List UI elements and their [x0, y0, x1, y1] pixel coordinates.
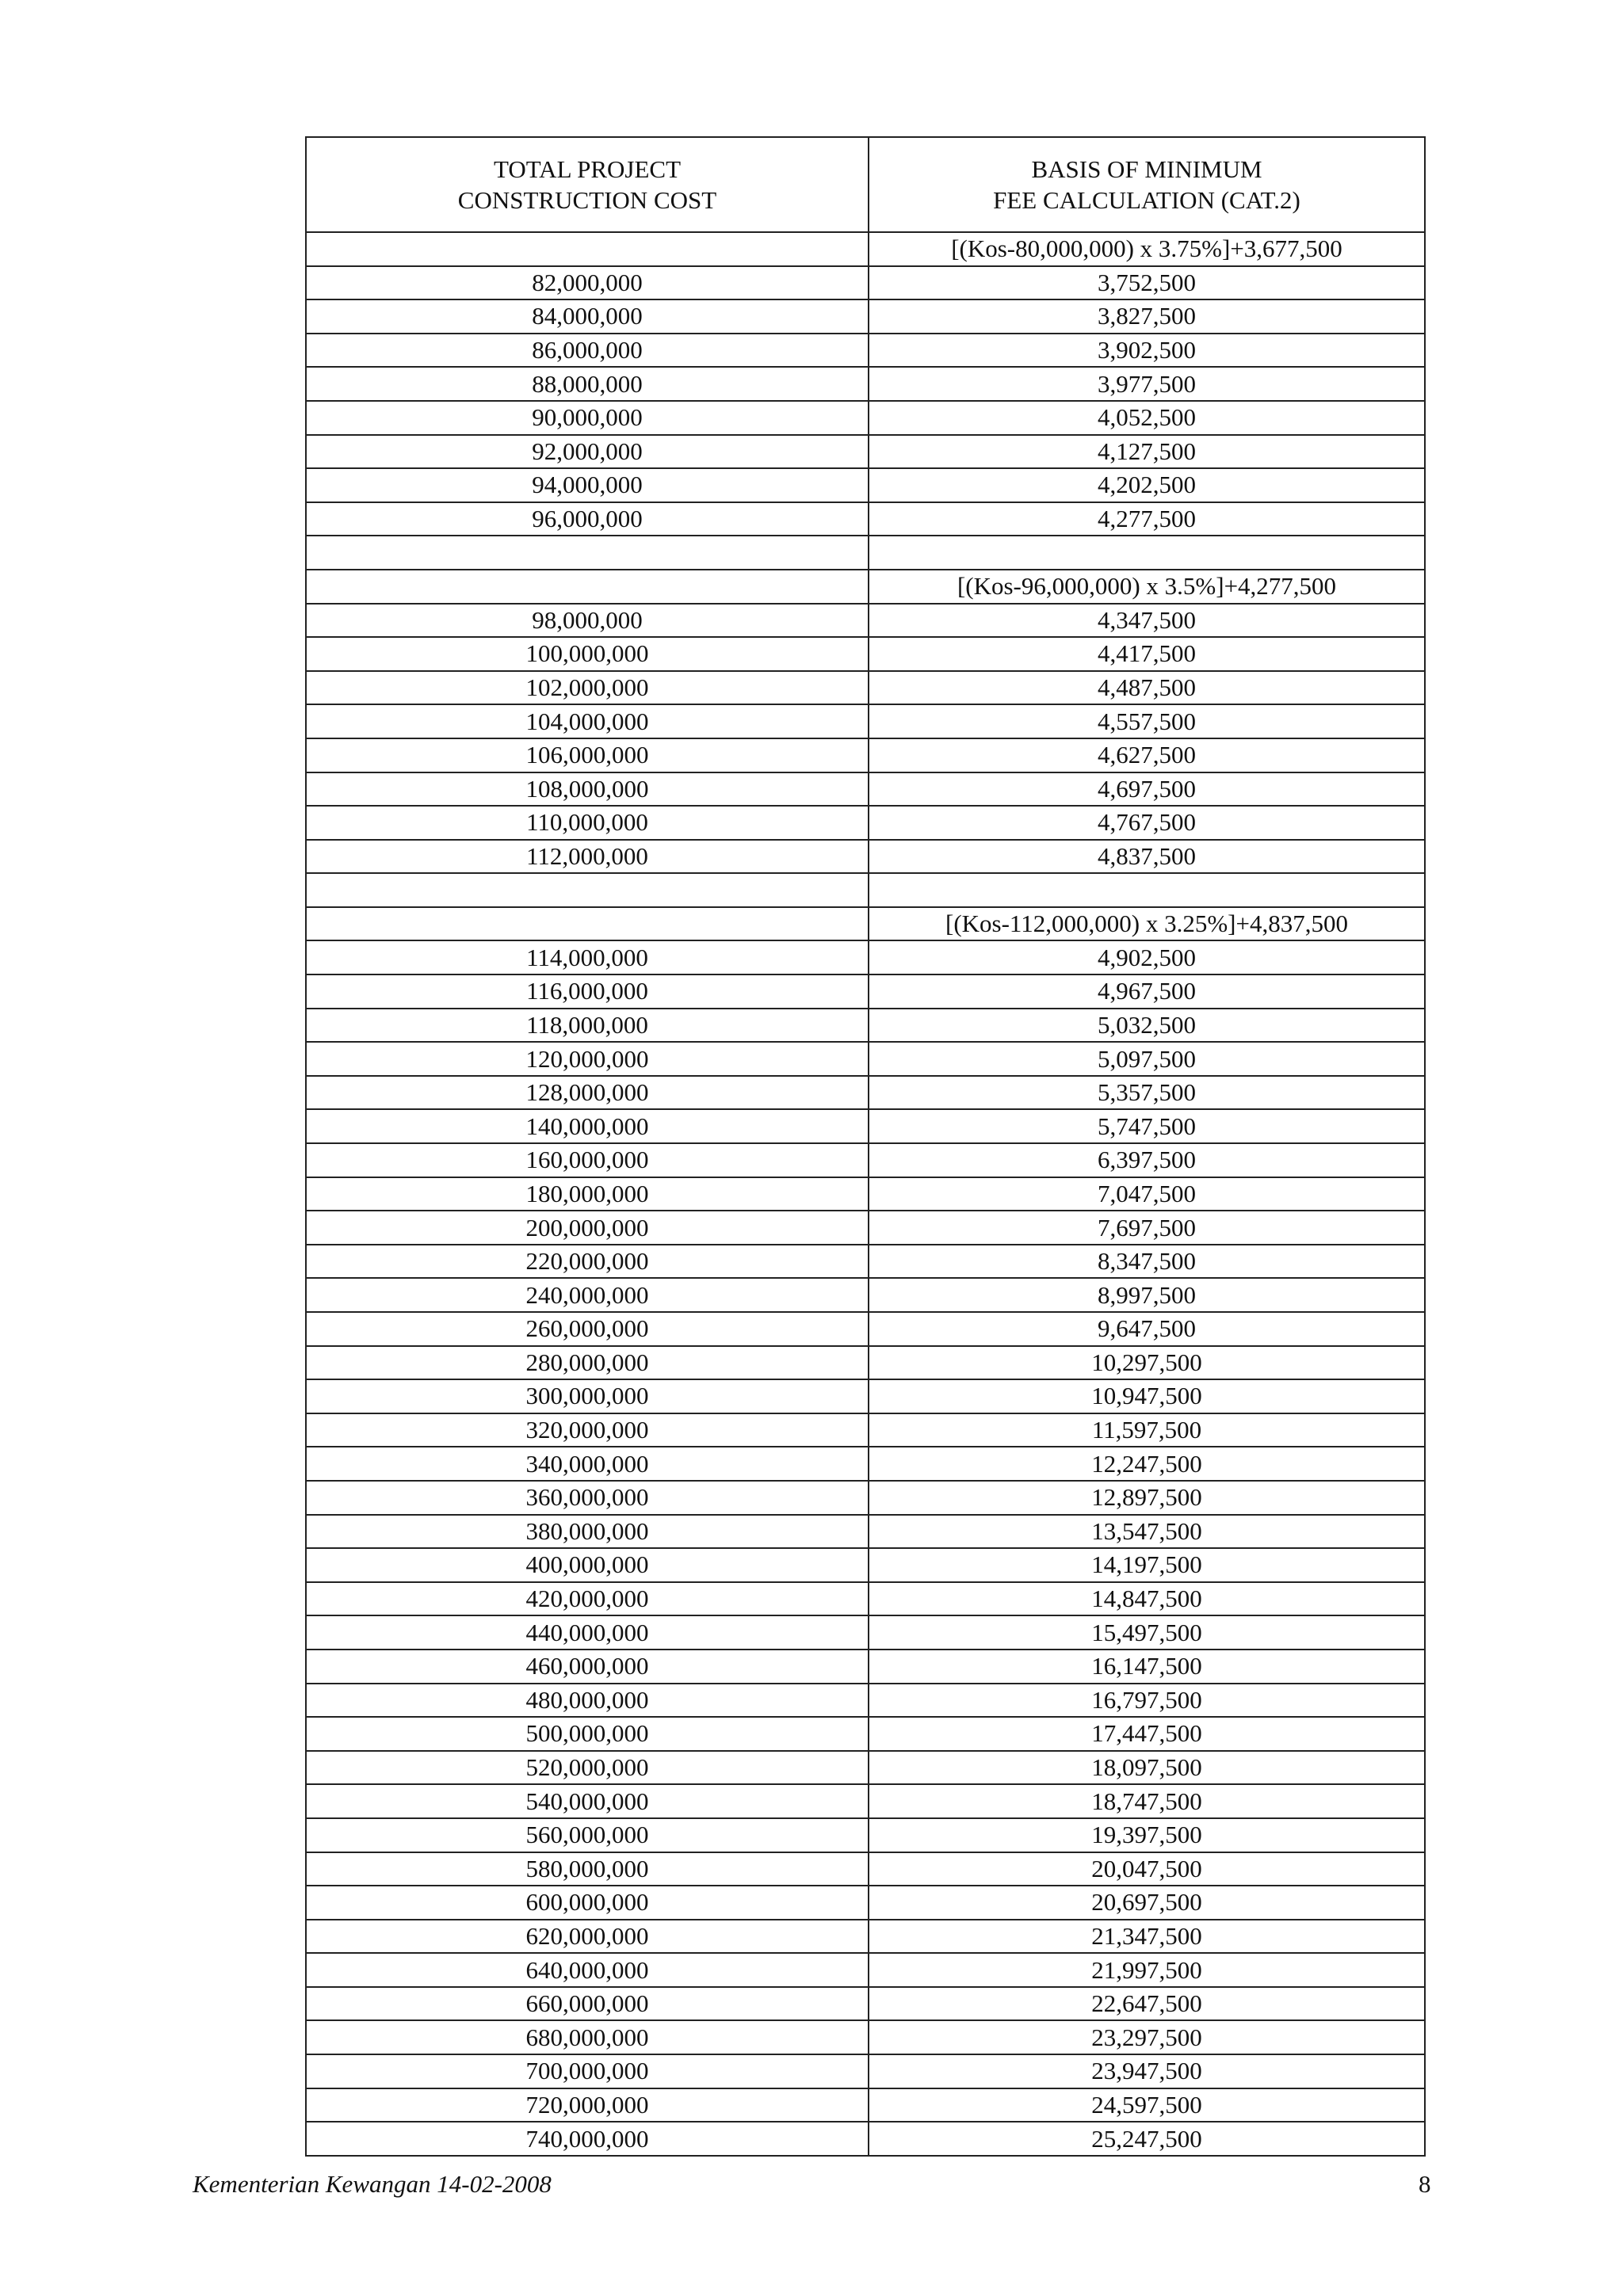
table-row — [306, 1987, 1425, 2021]
fee-cell: 4,052,500 — [869, 401, 1425, 435]
construction-cost-cell: 100,000,000 — [306, 637, 869, 671]
fee-cell: 3,902,500 — [869, 334, 1425, 368]
table-row — [306, 907, 1425, 941]
fee-cell: 5,357,500 — [869, 1076, 1425, 1110]
fee-cell: 8,997,500 — [869, 1278, 1425, 1312]
fee-cell: 17,447,500 — [869, 1717, 1425, 1751]
table-row — [306, 1009, 1425, 1043]
table-row — [306, 637, 1425, 671]
construction-cost-cell: 118,000,000 — [306, 1009, 869, 1043]
construction-cost-cell: 260,000,000 — [306, 1312, 869, 1346]
construction-cost-cell: 360,000,000 — [306, 1481, 869, 1515]
table-row — [306, 604, 1425, 638]
fee-cell: 8,347,500 — [869, 1245, 1425, 1279]
construction-cost-cell: 240,000,000 — [306, 1278, 869, 1312]
fee-cell: 18,747,500 — [869, 1784, 1425, 1818]
fee-cell: 5,097,500 — [869, 1042, 1425, 1076]
fee-cell: 4,837,500 — [869, 840, 1425, 874]
header-line: BASIS OF MINIMUM — [1031, 155, 1262, 183]
construction-cost-cell — [306, 907, 869, 941]
construction-cost-cell: 112,000,000 — [306, 840, 869, 874]
table-row — [306, 1818, 1425, 1852]
construction-cost-cell: 380,000,000 — [306, 1515, 869, 1549]
fee-cell: [(Kos-112,000,000) x 3.25%]+4,837,500 — [869, 907, 1425, 941]
table-row — [306, 1784, 1425, 1818]
fee-cell: 19,397,500 — [869, 1818, 1425, 1852]
construction-cost-cell: 116,000,000 — [306, 974, 869, 1009]
construction-cost-cell: 86,000,000 — [306, 334, 869, 368]
construction-cost-cell: 700,000,000 — [306, 2054, 869, 2088]
fee-cell: 16,797,500 — [869, 1684, 1425, 1718]
table-row — [306, 536, 1425, 570]
fee-cell: 10,947,500 — [869, 1379, 1425, 1413]
fee-cell: 14,197,500 — [869, 1548, 1425, 1582]
construction-cost-cell: 110,000,000 — [306, 806, 869, 840]
construction-cost-cell: 200,000,000 — [306, 1211, 869, 1245]
construction-cost-cell: 108,000,000 — [306, 772, 869, 807]
table-row — [306, 1109, 1425, 1143]
page-number: 8 — [1419, 2170, 1431, 2198]
table-row — [306, 367, 1425, 401]
header-line: FEE CALCULATION (CAT.2) — [993, 186, 1300, 214]
construction-cost-cell: 680,000,000 — [306, 2020, 869, 2054]
fee-cell: 4,417,500 — [869, 637, 1425, 671]
construction-cost-cell: 660,000,000 — [306, 1987, 869, 2021]
construction-cost-cell: 500,000,000 — [306, 1717, 869, 1751]
table-row — [306, 1548, 1425, 1582]
header-fee-basis — [869, 137, 1425, 232]
construction-cost-cell: 96,000,000 — [306, 502, 869, 536]
table-header — [306, 137, 1425, 232]
fee-cell: 13,547,500 — [869, 1515, 1425, 1549]
table-row — [306, 1346, 1425, 1380]
construction-cost-cell — [306, 536, 869, 570]
table-row — [306, 840, 1425, 874]
table-row — [306, 1852, 1425, 1886]
header-line: CONSTRUCTION COST — [457, 186, 717, 214]
table-row — [306, 1177, 1425, 1211]
fee-cell: 4,347,500 — [869, 604, 1425, 638]
construction-cost-cell: 128,000,000 — [306, 1076, 869, 1110]
table-row — [306, 2054, 1425, 2088]
construction-cost-cell: 540,000,000 — [306, 1784, 869, 1818]
fee-cell: 24,597,500 — [869, 2088, 1425, 2122]
header-construction-cost — [306, 137, 869, 232]
construction-cost-cell: 92,000,000 — [306, 435, 869, 469]
table-row — [306, 1953, 1425, 1987]
table-row — [306, 772, 1425, 807]
fee-cell: 4,202,500 — [869, 468, 1425, 502]
fee-cell: 5,747,500 — [869, 1109, 1425, 1143]
construction-cost-cell: 740,000,000 — [306, 2122, 869, 2156]
construction-cost-cell: 460,000,000 — [306, 1650, 869, 1684]
table-row — [306, 704, 1425, 738]
construction-cost-cell — [306, 570, 869, 604]
construction-cost-cell: 160,000,000 — [306, 1143, 869, 1177]
fee-cell: 10,297,500 — [869, 1346, 1425, 1380]
table-row — [306, 1920, 1425, 1954]
construction-cost-cell: 90,000,000 — [306, 401, 869, 435]
fee-cell: 12,247,500 — [869, 1447, 1425, 1481]
fee-cell: [(Kos-80,000,000) x 3.75%]+3,677,500 — [869, 232, 1425, 266]
table-row — [306, 1751, 1425, 1785]
fee-cell: 4,767,500 — [869, 806, 1425, 840]
construction-cost-cell: 640,000,000 — [306, 1953, 869, 1987]
construction-cost-cell: 400,000,000 — [306, 1548, 869, 1582]
construction-cost-cell: 102,000,000 — [306, 671, 869, 705]
table-row — [306, 299, 1425, 334]
table-row — [306, 2122, 1425, 2156]
fee-cell: 7,697,500 — [869, 1211, 1425, 1245]
construction-cost-cell: 600,000,000 — [306, 1886, 869, 1920]
fee-cell: 16,147,500 — [869, 1650, 1425, 1684]
fee-cell: 4,277,500 — [869, 502, 1425, 536]
fee-cell: 9,647,500 — [869, 1312, 1425, 1346]
construction-cost-cell — [306, 232, 869, 266]
fee-cell: 4,487,500 — [869, 671, 1425, 705]
fee-cell: 4,697,500 — [869, 772, 1425, 807]
fee-cell: [(Kos-96,000,000) x 3.5%]+4,277,500 — [869, 570, 1425, 604]
construction-cost-cell — [306, 873, 869, 907]
table-row — [306, 1143, 1425, 1177]
table-row — [306, 1076, 1425, 1110]
fee-cell: 21,347,500 — [869, 1920, 1425, 1954]
table-row — [306, 1278, 1425, 1312]
construction-cost-cell: 720,000,000 — [306, 2088, 869, 2122]
table-row — [306, 401, 1425, 435]
table-row — [306, 1245, 1425, 1279]
fee-cell: 3,827,500 — [869, 299, 1425, 334]
table-row — [306, 806, 1425, 840]
table-row — [306, 1413, 1425, 1447]
table-row — [306, 1886, 1425, 1920]
table-row — [306, 1312, 1425, 1346]
table-row — [306, 266, 1425, 300]
fee-cell: 3,977,500 — [869, 367, 1425, 401]
table-row — [306, 502, 1425, 536]
table-row — [306, 2020, 1425, 2054]
table-row — [306, 1447, 1425, 1481]
table-row — [306, 738, 1425, 772]
construction-cost-cell: 560,000,000 — [306, 1818, 869, 1852]
construction-cost-cell: 140,000,000 — [306, 1109, 869, 1143]
construction-cost-cell: 120,000,000 — [306, 1042, 869, 1076]
table-row — [306, 435, 1425, 469]
table-row — [306, 1582, 1425, 1616]
fee-cell: 11,597,500 — [869, 1413, 1425, 1447]
fee-cell: 4,627,500 — [869, 738, 1425, 772]
fee-cell: 4,557,500 — [869, 704, 1425, 738]
fee-cell: 12,897,500 — [869, 1481, 1425, 1515]
fee-cell: 23,947,500 — [869, 2054, 1425, 2088]
table-row — [306, 232, 1425, 266]
table-row — [306, 1481, 1425, 1515]
construction-cost-cell: 340,000,000 — [306, 1447, 869, 1481]
construction-cost-cell: 82,000,000 — [306, 266, 869, 300]
construction-cost-cell: 440,000,000 — [306, 1615, 869, 1650]
fee-cell: 4,902,500 — [869, 940, 1425, 974]
fee-cell: 14,847,500 — [869, 1582, 1425, 1616]
fee-cell: 23,297,500 — [869, 2020, 1425, 2054]
fee-cell: 22,647,500 — [869, 1987, 1425, 2021]
fee-cell: 4,127,500 — [869, 435, 1425, 469]
table-row — [306, 1379, 1425, 1413]
construction-cost-cell: 280,000,000 — [306, 1346, 869, 1380]
header-row — [306, 137, 1425, 232]
construction-cost-cell: 480,000,000 — [306, 1684, 869, 1718]
table-row — [306, 1042, 1425, 1076]
construction-cost-cell: 320,000,000 — [306, 1413, 869, 1447]
fee-cell: 7,047,500 — [869, 1177, 1425, 1211]
fee-cell: 25,247,500 — [869, 2122, 1425, 2156]
table-row — [306, 1615, 1425, 1650]
fee-cell: 5,032,500 — [869, 1009, 1425, 1043]
table-row — [306, 1211, 1425, 1245]
construction-cost-cell: 104,000,000 — [306, 704, 869, 738]
fee-cell: 3,752,500 — [869, 266, 1425, 300]
construction-cost-cell: 520,000,000 — [306, 1751, 869, 1785]
fee-cell: 21,997,500 — [869, 1953, 1425, 1987]
table-row — [306, 974, 1425, 1009]
fee-cell: 20,697,500 — [869, 1886, 1425, 1920]
fee-cell: 15,497,500 — [869, 1615, 1425, 1650]
construction-cost-cell: 580,000,000 — [306, 1852, 869, 1886]
construction-cost-cell: 180,000,000 — [306, 1177, 869, 1211]
fee-cell — [869, 873, 1425, 907]
table-row — [306, 570, 1425, 604]
fee-cell: 4,967,500 — [869, 974, 1425, 1009]
table-row — [306, 468, 1425, 502]
table-row — [306, 940, 1425, 974]
construction-cost-cell: 114,000,000 — [306, 940, 869, 974]
table-row — [306, 1684, 1425, 1718]
table-row — [306, 1515, 1425, 1549]
construction-cost-cell: 420,000,000 — [306, 1582, 869, 1616]
fee-cell: 18,097,500 — [869, 1751, 1425, 1785]
footer-ministry-date: Kementerian Kewangan 14-02-2008 — [193, 2170, 552, 2198]
construction-cost-cell: 94,000,000 — [306, 468, 869, 502]
table-body — [306, 232, 1425, 2156]
construction-cost-cell: 88,000,000 — [306, 367, 869, 401]
table-row — [306, 671, 1425, 705]
table-row — [306, 1717, 1425, 1751]
fee-table — [305, 136, 1426, 2157]
table-row — [306, 1650, 1425, 1684]
construction-cost-cell: 300,000,000 — [306, 1379, 869, 1413]
table-row — [306, 334, 1425, 368]
table-row — [306, 2088, 1425, 2122]
construction-cost-cell: 106,000,000 — [306, 738, 869, 772]
fee-cell: 20,047,500 — [869, 1852, 1425, 1886]
table-row — [306, 873, 1425, 907]
fee-cell: 6,397,500 — [869, 1143, 1425, 1177]
construction-cost-cell: 620,000,000 — [306, 1920, 869, 1954]
header-line: TOTAL PROJECT — [493, 155, 682, 183]
fee-cell — [869, 536, 1425, 570]
construction-cost-cell: 220,000,000 — [306, 1245, 869, 1279]
construction-cost-cell: 98,000,000 — [306, 604, 869, 638]
construction-cost-cell: 84,000,000 — [306, 299, 869, 334]
